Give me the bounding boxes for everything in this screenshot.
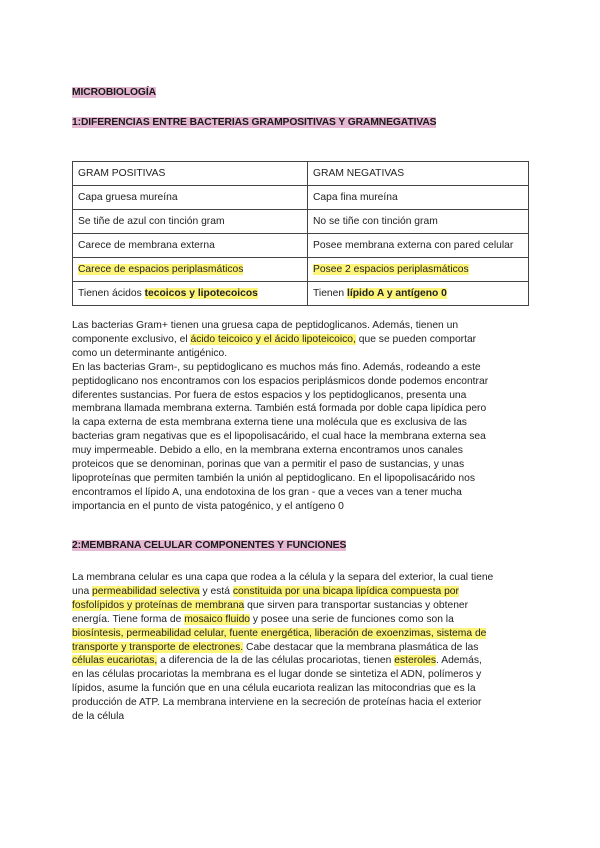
paragraph-line: energía. Tiene forma de mosaico fluido y posee una serie de funciones como son la xyxy=(72,613,454,625)
section-2-paragraph xyxy=(72,571,532,724)
table-header-row xyxy=(73,162,529,186)
table-row xyxy=(73,186,529,210)
paragraph-line: de la célula xyxy=(72,711,125,723)
gram-comparison-table xyxy=(72,161,529,306)
paragraph-line: proteicos que se denominan, porinas que van a permitir el paso de sustancias, y unas xyxy=(72,459,465,471)
table-cell: Tienen ácidos tecoicos y lipotecoicos xyxy=(73,282,308,306)
table-row xyxy=(73,258,529,282)
paragraph-line: en las células procariotas la membrana es el lugar donde se sintetiza el ADN, polímeros y xyxy=(72,669,482,681)
paragraph-line: En las bacterias Gram-, su peptidoglicano es muchos más fino. Además, rodeando a este xyxy=(72,361,481,373)
table-cell: Se tiñe de azul con tinción gram xyxy=(73,210,308,234)
paragraph-line: la capa externa de esta membrana externa tiene una molécula que es exclusiva de las xyxy=(72,417,467,429)
paragraph-line: bacterias gram negativas que es el lipopolisacárido, el cual hace la membrana externa sea xyxy=(72,431,486,443)
table-row xyxy=(73,210,529,234)
table-cell: Carece de membrana externa xyxy=(73,234,308,258)
table-cell: Capa fina mureína xyxy=(308,186,529,210)
table-cell: Posee 2 espacios periplasmáticos xyxy=(308,258,529,282)
paragraph-line: membrana llamada membrana externa. También está formada por doble capa lipídica pero xyxy=(72,403,487,415)
paragraph-line: biosíntesis, permeabilidad celular, fuente energética, liberación de exoenzimas, sistema de xyxy=(72,627,487,639)
paragraph-line: lipoproteínas que permiten también la unión al peptidoglicano. En el lipopolisacárido nos xyxy=(72,472,475,484)
section-2-heading: 2:MEMBRANA CELULAR COMPONENTES Y FUNCIONES xyxy=(72,540,347,551)
document-title: MICROBIOLOGÍA xyxy=(72,87,156,98)
table-row xyxy=(73,282,529,306)
table-row xyxy=(73,234,529,258)
paragraph-line: fosfolípidos y proteínas de membrana que sirven para transportar sustancias y obtener xyxy=(72,599,469,611)
paragraph-line: Las bacterias Gram+ tienen una gruesa capa de peptidoglicanos. Además, tienen un xyxy=(72,320,459,331)
paragraph-line: producción de ATP. La membrana interviene en la secreción de proteínas hacia el exterior xyxy=(72,697,482,709)
paragraph-line: importancia en el punto de vista patogénico, y el antígeno 0 xyxy=(72,500,344,512)
table-cell: Carece de espacios periplasmáticos xyxy=(73,258,308,282)
paragraph-line: diferentes sustancias. Por fuera de estos espacios y los peptidoglicanos, presenta una xyxy=(72,389,467,401)
section-1-heading: 1:DIFERENCIAS ENTRE BACTERIAS GRAMPOSITIVAS Y GRAMNEGATIVAS xyxy=(72,117,437,128)
table-cell: Tienen lípido A y antígeno 0 xyxy=(308,282,529,306)
paragraph-line: transporte y transporte de electrones. Cabe destacar que la membrana plasmática de las xyxy=(72,641,479,653)
table-cell: Capa gruesa mureína xyxy=(73,186,308,210)
paragraph-line: como un determinante antigénico. xyxy=(72,347,228,359)
table-cell: No se tiñe con tinción gram xyxy=(308,210,529,234)
table-cell: Posee membrana externa con pared celular xyxy=(308,234,529,258)
paragraph-line: una permeabilidad selectiva y está constituida por una bicapa lipídica compuesta por xyxy=(72,585,459,597)
paragraph-line: peptidoglicano nos encontramos con los espacios periplásmicos donde podemos encontrar xyxy=(72,375,489,387)
section-1-paragraph xyxy=(72,319,532,514)
paragraph-line: lípidos, asume la función que en una célula eucariota realizan las mitocondrias que es la xyxy=(72,683,476,695)
header-gram-negative: GRAM NEGATIVAS xyxy=(308,162,529,186)
paragraph-line: La membrana celular es una capa que rodea a la célula y la separa del exterior, la cual tiene xyxy=(72,572,494,583)
paragraph-line: encontramos el lípido A, una endotoxina de los gran - que a veces van a tener mucha xyxy=(72,486,462,498)
paragraph-line: componente exclusivo, el ácido teicoico y el ácido lipoteicoico, que se pueden comportar xyxy=(72,333,477,345)
paragraph-line: muy impermeable. Debido a ello, en la membrana externa encontramos unos canales xyxy=(72,445,463,457)
header-gram-positive: GRAM POSITIVAS xyxy=(73,162,308,186)
paragraph-line: células eucariotas, a diferencia de la de las células procariotas, tienen esteroles. Además, xyxy=(72,655,482,667)
